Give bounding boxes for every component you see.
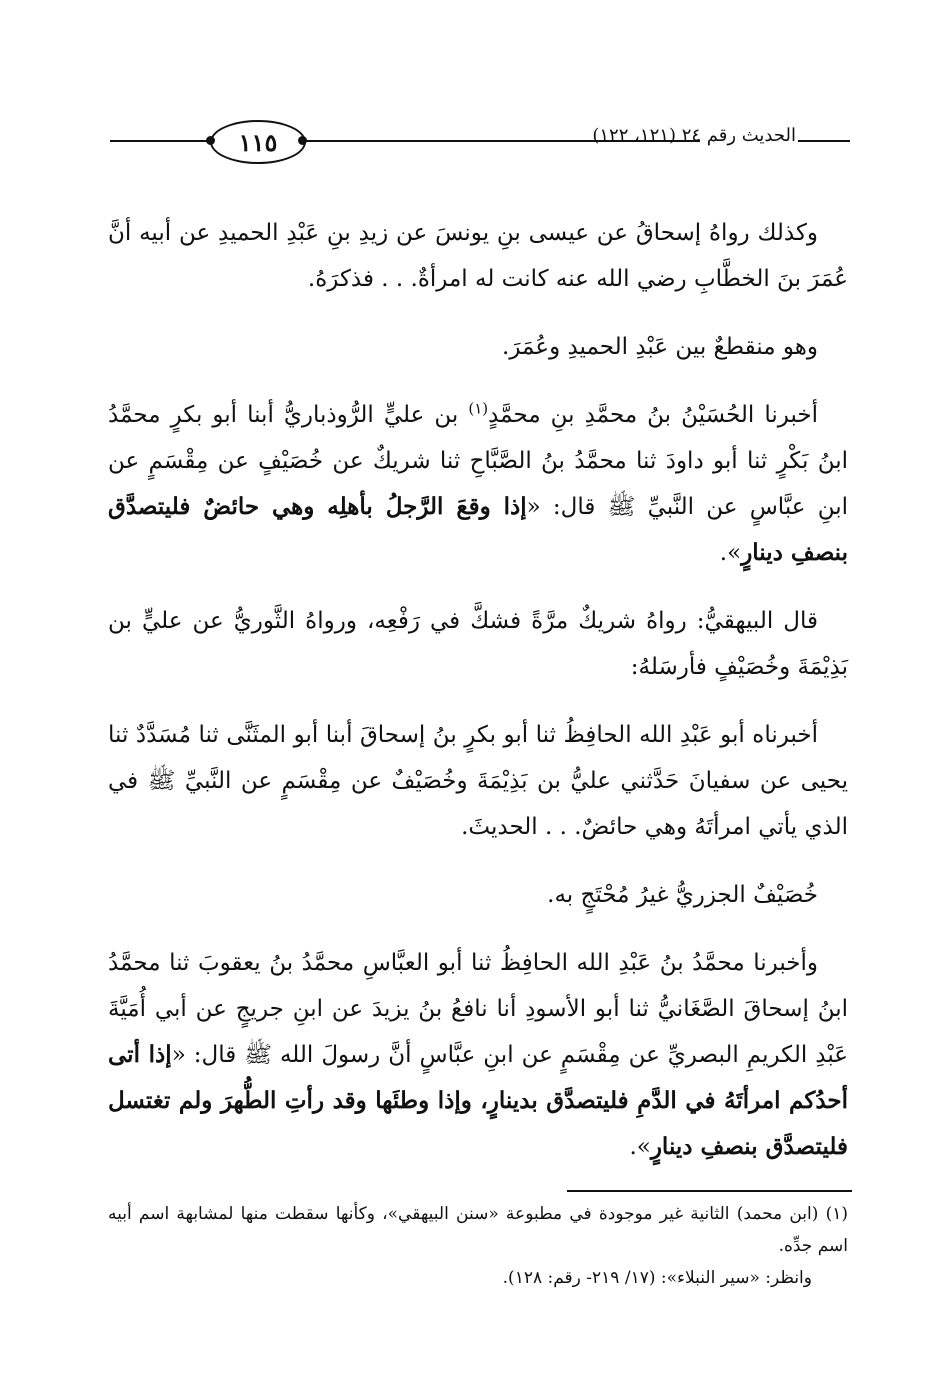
hadith-quote-2: إذا أتى أحدُكم امرأتَهُ في الدَّمِ فليتصدَّق بدينارٍ، وإذا وطئَها وقد رأتِ الطُّهرَ ولم تغتسل فليتصدَّق بنصفِ دينارٍ — [108, 1041, 848, 1160]
paragraph-4: قال البيهقيُّ: رواهُ شريكٌ مرَّةً فشكَّ في رَفْعِه، ورواهُ الثَّوريُّ عن عليٍّ بن بَذِيْمَةَ وخُصَيْفٍ فأرسَلهُ: — [108, 608, 848, 680]
header-rule-left — [110, 140, 210, 142]
paragraph-7 — [108, 940, 848, 1170]
page-header — [110, 116, 850, 166]
footnote-1: (١) (ابن محمد) الثانية غير موجودة في مطبوعة «سنن البيهقي»، وكأنها سقطت منها لمشابهة اسم أبيه اسم جدِّه. — [108, 1204, 848, 1256]
main-text — [108, 210, 848, 1192]
paragraph-3-text-end: ». — [719, 540, 742, 566]
paragraph-5: أخبرناه أبو عَبْدِ الله الحافِظُ ثنا أبو بكرٍ بنُ إسحاقَ أبنا أبو المثَنَّى ثنا مُسَدَّدٌ ثنا يحيى عن سفيانَ حَدَّثني عليُّ بن بَذِيْمَةَ وخُصَيْفٌ عن مِقْسَمٍ عن النَّبيِّ ﷺ في الذي يأتي امرأتَهُ وهي حائضٌ. . . الحديثَ. — [108, 722, 848, 840]
footnote-separator — [567, 1190, 852, 1192]
paragraph-3-text-middle: بن عليٍّ الرُّوذباريُّ أبنا أبو بكرٍ محمَّدُ ابنُ بَكْرٍ ثنا أبو داودَ ثنا محمَّدُ بنُ الصَّبَّاحِ ثنا شريكٌ عن خُصَيْفٍ عن مِقْسَمٍ عن ابنِ عبَّاسٍ عن النَّبيِّ ﷺ قال: « — [108, 402, 848, 520]
paragraph-2: وهو منقطعٌ بين عَبْدِ الحميدِ وعُمَرَ. — [502, 334, 818, 360]
footnote-reference: (١) — [468, 399, 489, 418]
header-rule-right — [798, 140, 850, 142]
paragraph-3-text-start: أخبرنا الحُسَيْنُ بنُ محمَّدِ بنِ محمَّدٍ — [488, 402, 819, 428]
paragraph-7-text-end: ». — [629, 1134, 651, 1160]
footnotes — [108, 1198, 848, 1294]
paragraph-1: وكذلك رواهُ إسحاقُ عن عيسى بنِ يونسَ عن زيدِ بنِ عَبْدِ الحميدِ عن أبيه أنَّ عُمَرَ بنَ الخطَّابِ رضي الله عنه كانت له امرأةٌ. . . فذكرَهُ. — [108, 220, 848, 292]
paragraph-3 — [108, 392, 848, 576]
footnote-1-continuation: وانظر: «سير النبلاء»: (١٧/ ٢١٩- رقم: ١٢٨). — [502, 1268, 812, 1288]
paragraph-6: خُصَيْفٌ الجزريُّ غيرُ مُحْتَجٍ به. — [547, 882, 818, 908]
paragraph-7-text-start: وأخبرنا محمَّدُ بنُ عَبْدِ الله الحافِظُ ثنا أبو العبَّاسِ محمَّدُ بنُ يعقوبَ ثنا محمَّدُ ابنُ إسحاقَ الصَّغَانيُّ ثنا أبو الأسودِ أنا نافعُ بنُ يزيدَ عن ابنِ جريجٍ عن أبي أُمَيَّةَ عَبْدِ الكريمِ البصريِّ عن مِقْسَمٍ عن ابنِ عبَّاسٍ أنَّ رسولَ الله ﷺ قال: « — [108, 950, 848, 1068]
hadith-quote-1: إذا وقعَ الرَّجلُ بأهلِه وهي حائضٌ فليتصدَّق بنصفِ دينارٍ — [108, 493, 848, 566]
page-number: ١١٥ — [210, 120, 306, 164]
running-title: الحديث رقم ٢٤ (١٢١، ١٢٢) — [592, 125, 796, 146]
